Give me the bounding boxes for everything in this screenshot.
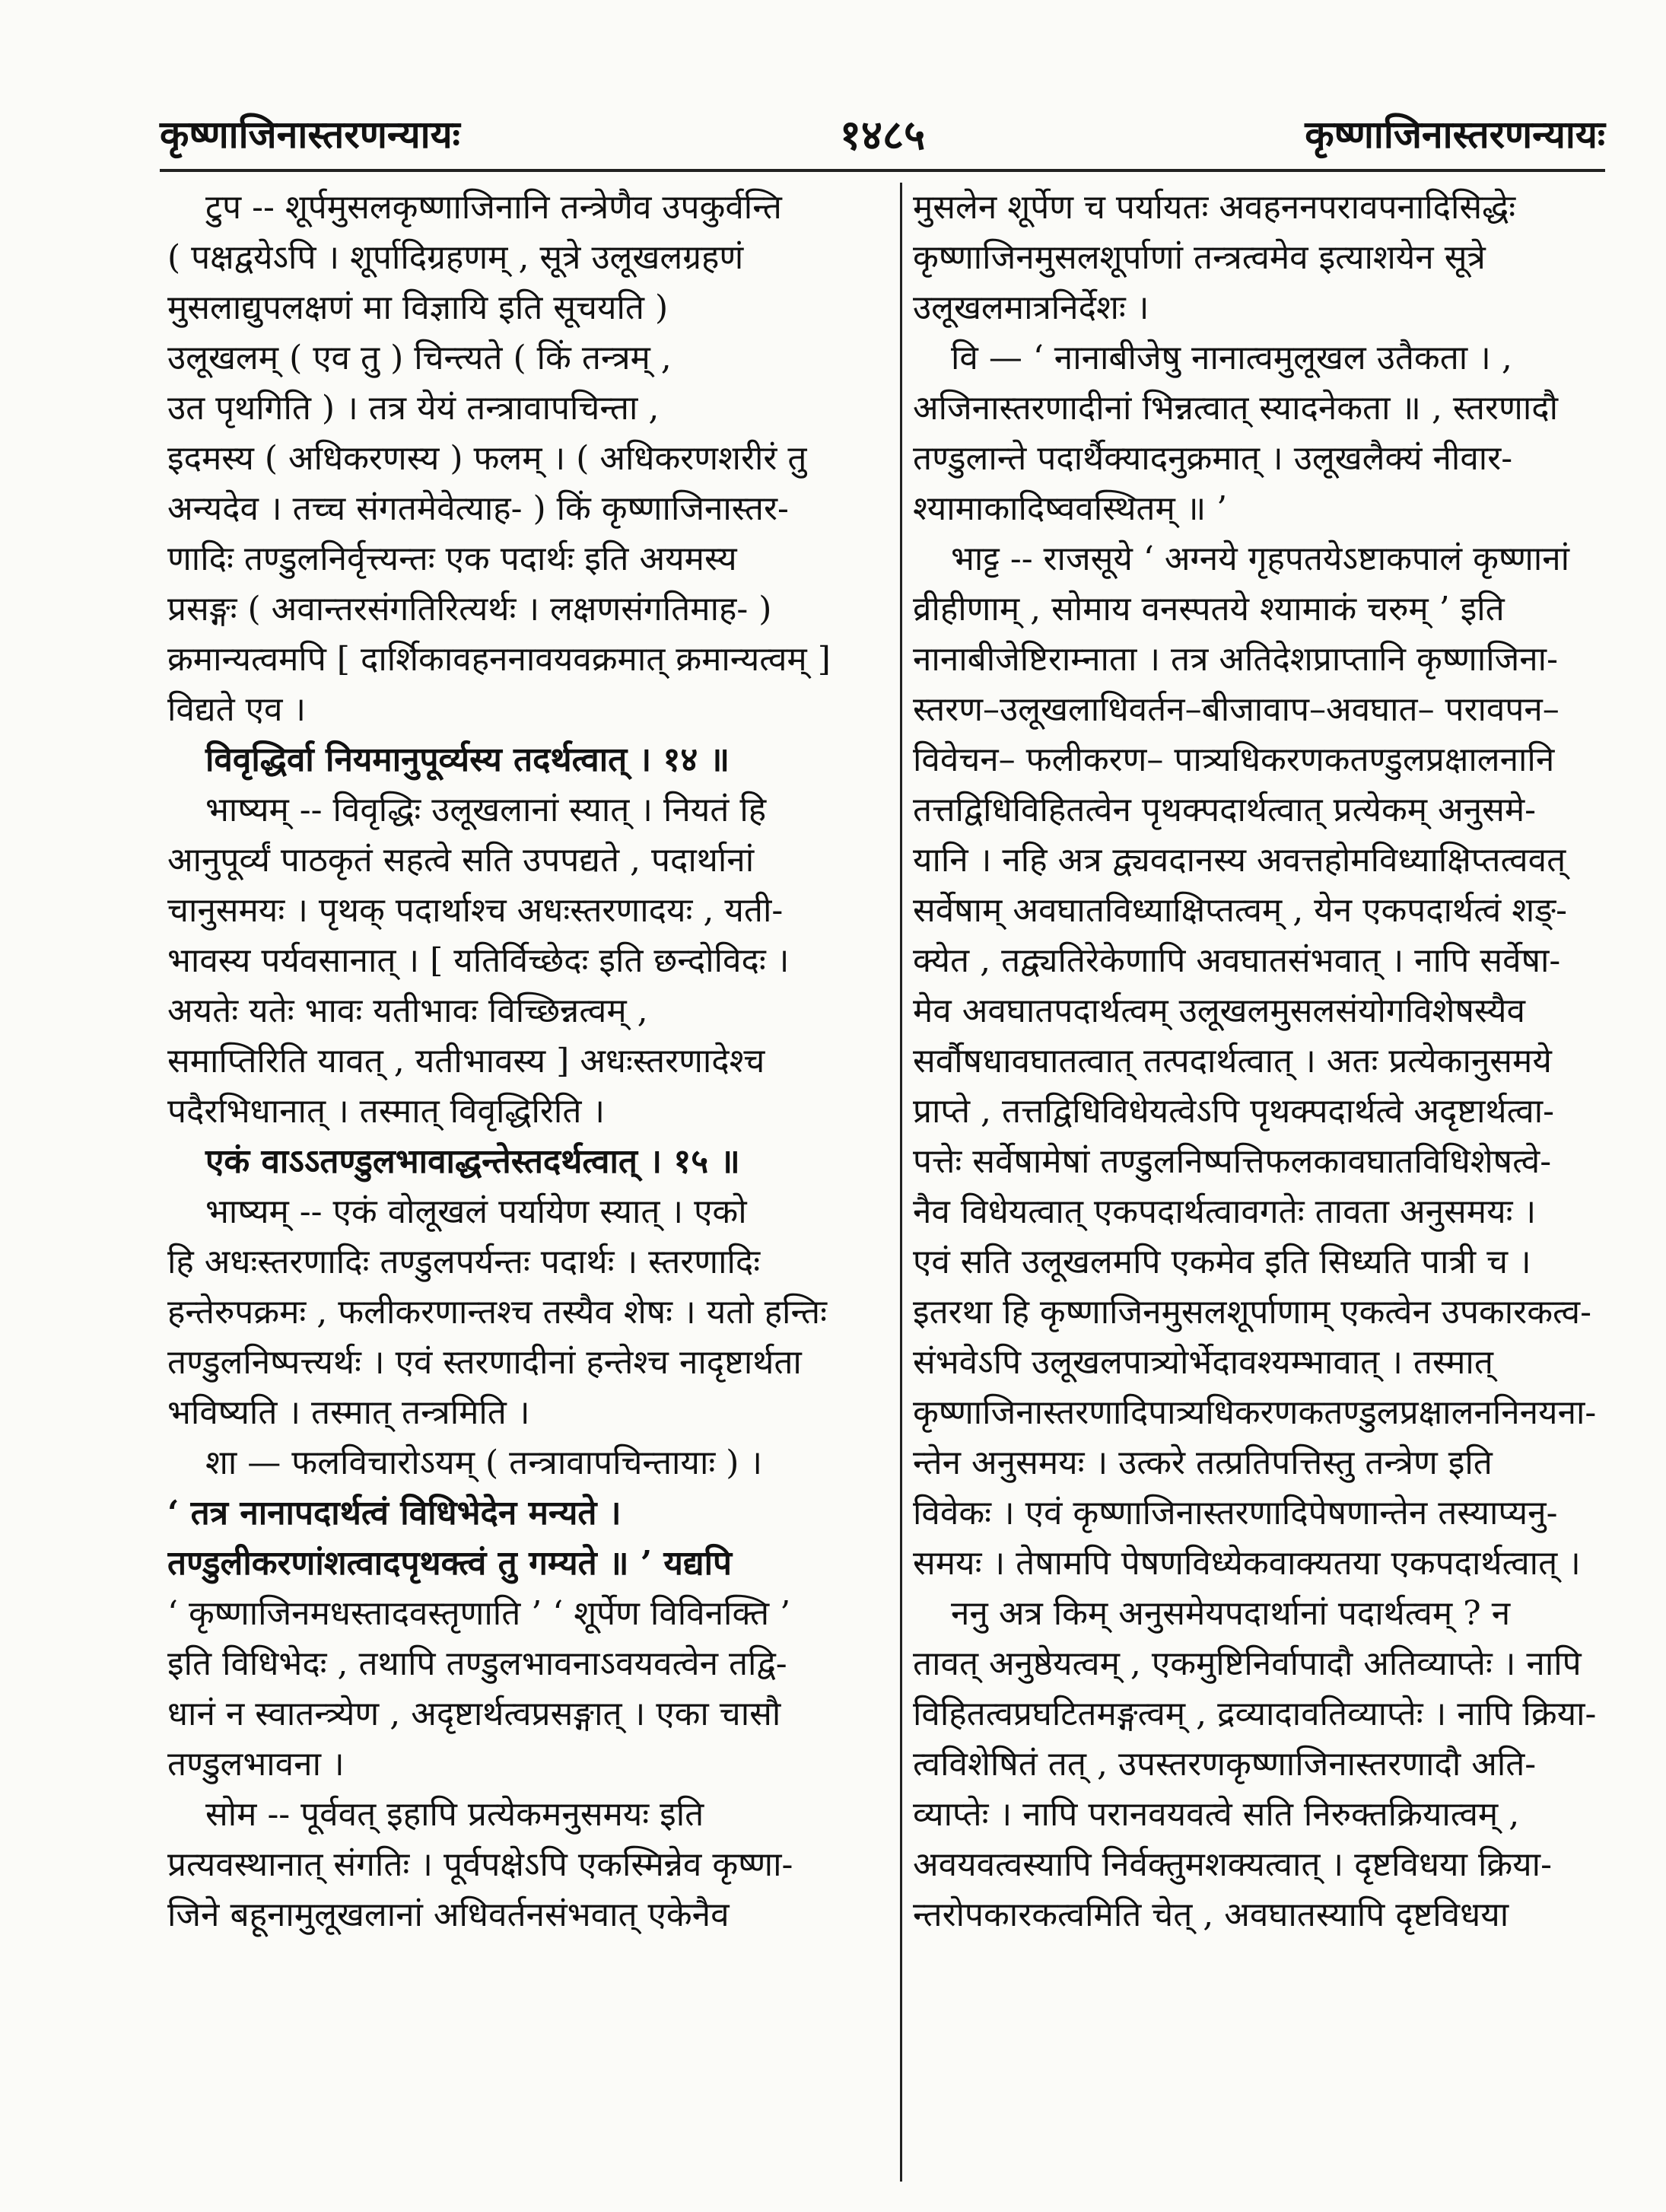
text-line: इदमस्य ( अधिकरणस्य ) फलम् । ( अधिकरणशरीरं तु — [167, 439, 807, 478]
text-line: क्रमान्यत्वमपि [ दार्शिकावहननावयवक्रमात् क्रमान्यत्वम् ] — [167, 640, 831, 679]
header-left-title: कृष्णाजिनास्तरणन्यायः — [160, 112, 460, 157]
text-line: समयः । तेषामपि पेषणविध्येकवाक्यतया एकपदार्थत्वात् । — [913, 1544, 1581, 1583]
text-line: एकं वाऽऽतण्डुलभावाद्धन्तेस्तदर्थत्वात् । १५ ॥ — [205, 1142, 740, 1181]
text-line: तावत् अनुष्ठेयत्वम् , एकमुष्टिनिर्वापादौ अतिव्याप्तेः । नापि — [913, 1644, 1582, 1683]
text-line: तण्डुलभावना । — [167, 1745, 345, 1784]
page-number: १४८५ — [839, 110, 926, 159]
text-line: भाष्यम् -- विवृद्धिः उलूखलानां स्यात् । नियतं हि — [205, 791, 767, 829]
text-line: न्तेन अनुसमयः । उत्करे तत्प्रतिपत्तिस्तु तन्त्रेण इति — [913, 1443, 1493, 1482]
text-line: भाष्यम् -- एकं वोलूखलं पर्यायेण स्यात् । एको — [205, 1192, 747, 1231]
text-line: मुसलाद्युपलक्षणं मा विज्ञायि इति सूचयति ) — [167, 288, 669, 327]
text-line: न्तरोपकारकत्वमिति चेत् , अवघातस्यापि दृष्टविधया — [913, 1895, 1509, 1934]
text-line: कृष्णाजिनास्तरणादिपात्र्यधिकरणकतण्डुलप्रक्षालननिनयना- — [913, 1393, 1597, 1432]
text-line: व्रीहीणाम् , सोमाय वनस्पतये श्यामाकं चरुम् ’ इति — [913, 590, 1505, 629]
text-line: संभवेऽपि उलूखलपात्र्योर्भेदावश्यम्भावात् । तस्मात् — [913, 1343, 1493, 1382]
text-line: तण्डुलनिष्पत्त्यर्थः । एवं स्तरणादीनां हन्तेश्च नादृष्टार्थता — [167, 1343, 802, 1382]
text-line: पत्तेः सर्वेषामेषां तण्डुलनिष्पत्तिफलकावघातविधिशेषत्वे- — [913, 1142, 1552, 1181]
text-line: तत्तद्विधिविहितत्वेन पृथक्पदार्थत्वात् प्रत्येकम् अनुसमे- — [913, 791, 1536, 829]
text-line: सर्वौषधावघातत्वात् तत्पदार्थत्वात् । अतः प्रत्येकानुसमये — [913, 1042, 1552, 1081]
text-line: धानं न स्वातन्त्र्येण , अदृष्टार्थत्वप्रसङ्गात् । एका चासौ — [167, 1695, 781, 1733]
left-column — [167, 183, 890, 2182]
text-line: सर्वेषाम् अवघातविध्याक्षिप्तत्वम् , येन एकपदार्थत्वं शङ्- — [913, 891, 1568, 930]
text-line: टुप -- शूर्पमुसलकृष्णाजिनानि तन्त्रेणैव उपकुर्वन्ति — [205, 188, 782, 227]
text-line: वि — ‘ नानाबीजेषु नानात्वमुलूखल उतैकता । , — [951, 339, 1512, 377]
text-line: शा — फलविचारोऽयम् ( तन्त्रावापचिन्तायाः ) । — [205, 1443, 763, 1482]
text-line: भविष्यति । तस्मात् तन्त्रमिति । — [167, 1393, 530, 1432]
text-line: विहितत्वप्रघटितमङ्गत्वम् , द्रव्यादावतिव्याप्तेः । नापि क्रिया- — [913, 1695, 1597, 1733]
text-line: विद्यते एव । — [167, 690, 307, 729]
text-line: हन्तेरुपक्रमः , फलीकरणान्तश्च तस्यैव शेषः । यतो हन्तिः — [167, 1293, 827, 1332]
text-line: इतरथा हि कृष्णाजिनमुसलशूर्पाणाम् एकत्वेन उपकारकत्व- — [913, 1293, 1591, 1332]
text-line: णादिः तण्डुलनिर्वृत्त्यन्तः एक पदार्थः इति अयमस्य — [167, 539, 737, 578]
text-line: स्तरण–उलूखलाधिवर्तन–बीजावाप–अवघात– परावपन– — [913, 690, 1559, 729]
text-line: मेव अवघातपदार्थत्वम् उलूखलमुसलसंयोगविशेषस्यैव — [913, 991, 1526, 1030]
header-rule — [160, 169, 1605, 172]
text-line: अयतेः यतेः भावः यतीभावः विच्छिन्नत्वम् , — [167, 991, 648, 1030]
text-line: तण्डुलान्ते पदार्थैक्यादनुक्रमात् । उलूखलैक्यं नीवार- — [913, 439, 1513, 478]
text-line: हि अधःस्तरणादिः तण्डुलपर्यन्तः पदार्थः । स्तरणादिः — [167, 1243, 761, 1281]
text-line: श्यामाकादिष्ववस्थितम् ॥ ’ — [913, 489, 1228, 528]
text-line: पदैरभिधानात् । तस्मात् विवृद्धिरिति । — [167, 1092, 606, 1131]
text-line: अन्यदेव । तच्च संगतमेवेत्याह- ) किं कृष्णाजिनास्तर- — [167, 489, 789, 528]
text-line: नानाबीजेष्टिराम्नाता । तत्र अतिदेशप्राप्तानि कृष्णाजिना- — [913, 640, 1558, 679]
text-line: ‘ तत्र नानापदार्थत्वं विधिभेदेन मन्यते । — [167, 1494, 622, 1532]
text-line: चानुसमयः । पृथक् पदार्थाश्च अधःस्तरणादयः , यती- — [167, 891, 784, 930]
text-line: मुसलेन शूर्पेण च पर्यायतः अवहननपरावपनादिसिद्धेः — [913, 188, 1516, 227]
text-line: यानि । नहि अत्र द्व्यवदानस्य अवत्तहोमविध्याक्षिप्तत्ववत् — [913, 841, 1566, 880]
column-divider — [900, 183, 902, 2182]
text-line: उलूखलम् ( एव तु ) चिन्त्यते ( किं तन्त्रम् , — [167, 339, 672, 377]
running-header — [160, 107, 1605, 160]
text-line: तण्डुलीकरणांशत्वादपृथक्त्वं तु गम्यते ॥ ’ यद्यपि — [167, 1544, 733, 1583]
text-line: उत पृथगिति ) । तत्र येयं तन्त्रावापचिन्ता , — [167, 389, 660, 428]
text-line: व्याप्तेः । नापि परानवयवत्वे सति निरुक्तक्रियात्वम् , — [913, 1795, 1520, 1834]
text-line: त्वविशेषितं तत् , उपस्तरणकृष्णाजिनास्तरणादौ अति- — [913, 1745, 1537, 1784]
text-line: प्राप्ते , तत्तद्विधिविधेयत्वेऽपि पृथक्पदार्थत्वे अदृष्टार्थत्वा- — [913, 1092, 1555, 1131]
text-line: ‘ कृष्णाजिनमधस्तादवस्तृणाति ’ ‘ शूर्पेण विविनक्ति ’ — [167, 1594, 791, 1633]
text-line: प्रसङ्गः ( अवान्तरसंगतिरित्यर्थः । लक्षणसंगतिमाह- ) — [167, 590, 772, 629]
text-line: समाप्तिरिति यावत् , यतीभावस्य ] अधःस्तरणादेश्च — [167, 1042, 765, 1081]
text-line: भावस्य पर्यवसानात् । [ यतिर्विच्छेदः इति छन्दोविदः । — [167, 941, 790, 980]
text-line: विवेचन– फलीकरण– पात्र्यधिकरणकतण्डुलप्रक्षालनानि — [913, 740, 1555, 779]
text-line: ननु अत्र किम् अनुसमेयपदार्थानां पदार्थत्वम् ? न — [951, 1594, 1511, 1633]
text-line: इति विधिभेदः , तथापि तण्डुलभावनाऽवयवत्वेन तद्वि- — [167, 1644, 787, 1683]
text-line: उलूखलमात्रनिर्देशः । — [913, 288, 1149, 327]
text-line: अजिनास्तरणादीनां भिन्नत्वात् स्यादनेकता ॥ , स्तरणादौ — [913, 389, 1558, 428]
header-right-title: कृष्णाजिनास्तरणन्यायः — [1305, 112, 1605, 157]
text-line: भाट्ट -- राजसूये ‘ अग्नये गृहपतयेऽष्टाकपालं कृष्णानां — [951, 539, 1570, 578]
text-line: विवृद्धिर्वा नियमानुपूर्व्यस्य तदर्थत्वात् । १४ ॥ — [205, 740, 730, 779]
text-line: क्येत , तद्व्यतिरेकेणापि अवघातसंभवात् । नापि सर्वेषा- — [913, 941, 1561, 980]
right-column — [913, 183, 1605, 2182]
text-line: आनुपूर्व्यं पाठकृतं सहत्वे सति उपपद्यते , पदार्थानां — [167, 841, 755, 880]
text-line: ( पक्षद्वयेऽपि । शूर्पादिग्रहणम् , सूत्रे उलूखलग्रहणं — [167, 238, 744, 277]
text-line: प्रत्यवस्थानात् संगतिः । पूर्वपक्षेऽपि एकस्मिन्नेव कृष्णा- — [167, 1845, 793, 1884]
text-line: एवं सति उलूखलमपि एकमेव इति सिध्यति पात्री च । — [913, 1243, 1531, 1281]
text-line: जिने बहूनामुलूखलानां अधिवर्तनसंभवात् एकेनैव — [167, 1895, 730, 1934]
text-line: नैव विधेयत्वात् एकपदार्थत्वावगतेः तावता अनुसमयः । — [913, 1192, 1537, 1231]
text-line: सोम -- पूर्ववत् इहापि प्रत्येकमनुसमयः इति — [205, 1795, 704, 1834]
text-line: विवेकः । एवं कृष्णाजिनास्तरणादिपेषणान्तेन तस्याप्यनु- — [913, 1494, 1558, 1532]
text-line: कृष्णाजिनमुसलशूर्पाणां तन्त्रत्वमेव इत्याशयेन सूत्रे — [913, 238, 1486, 277]
text-line: अवयवत्वस्यापि निर्वक्तुमशक्यत्वात् । दृष्टविधया क्रिया- — [913, 1845, 1552, 1884]
